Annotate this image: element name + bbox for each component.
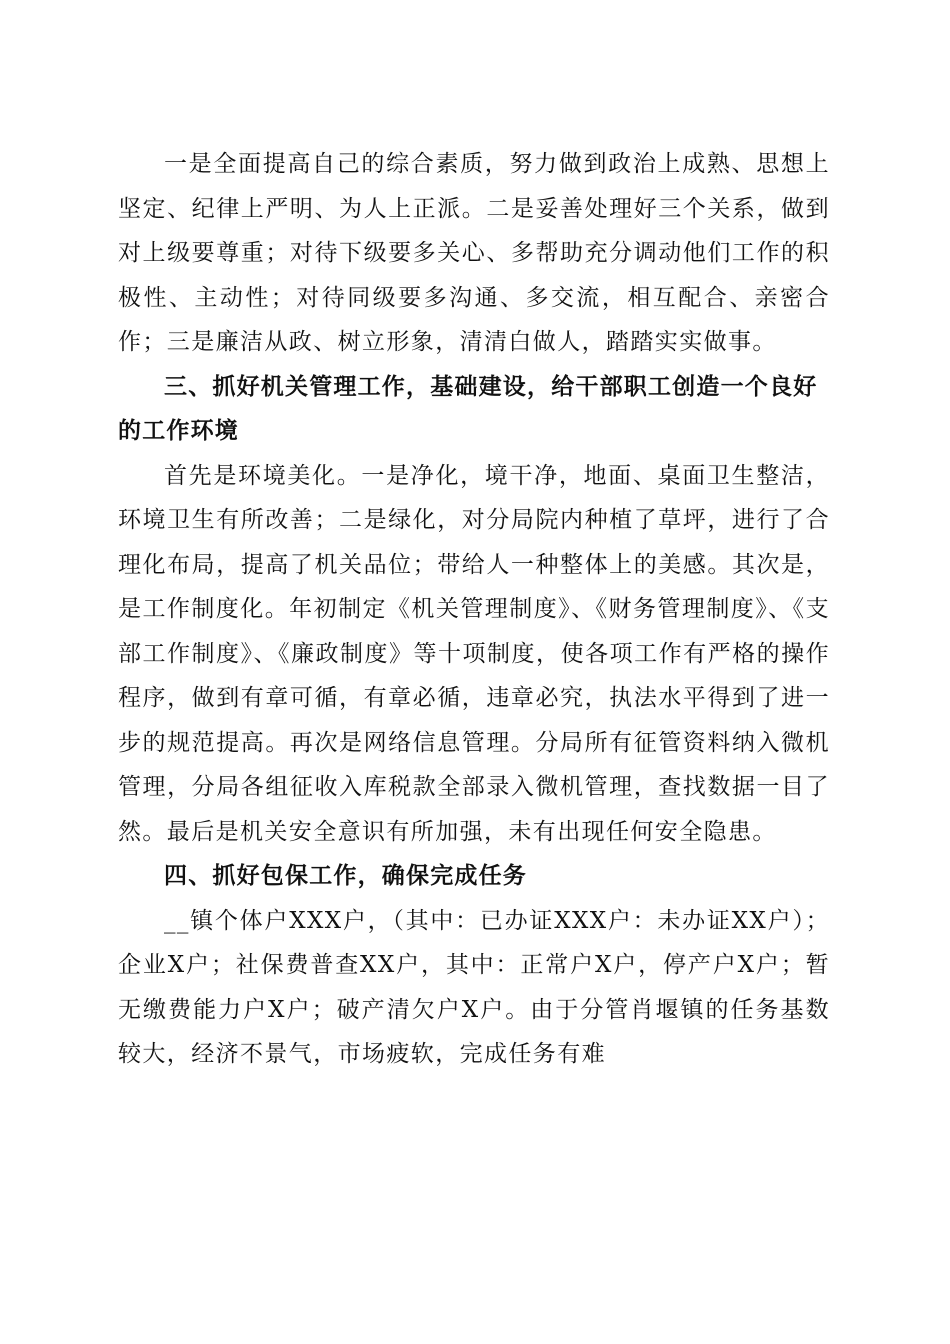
paragraph-guarantee-work: __镇个体户XXX户，（其中：已办证XXX户：未办证XX户）；企业X户；社保费普查XX户，其中：正常户X户，停产户X户；暂无缴费能力户X户；破产清欠户X户。由于分管肖堰镇的任务基数较大，经济不景气，市场疲软，完成任务有难 (118, 907, 830, 1067)
section-heading-4: 四、抓好包保工作，确保完成任务 (164, 863, 527, 889)
section-heading-3: 三、抓好机关管理工作，基础建设，给干部职工创造一个良好的工作环境 (118, 373, 818, 444)
paragraph-integrity: 一是全面提高自己的综合素质，努力做到政治上成熟、思想上坚定、纪律上严明、为人上正派。二是妥善处理好三个关系，做到对上级要尊重；对待下级要多关心、多帮助充分调动他们工作的积极性、主动性；对待同级要多沟通、多交流，相互配合、亲密合作；三是廉洁从政、树立形象，清清白做人，踏踏实实做事。 (118, 151, 830, 355)
document-page (118, 142, 830, 1077)
paragraph-office-management: 首先是环境美化。一是净化，境干净，地面、桌面卫生整洁，环境卫生有所改善；二是绿化，对分局院内种植了草坪，进行了合理化布局，提高了机关品位；带给人一种整体上的美感。其次是，是工作制度化。年初制定《机关管理制度》、《财务管理制度》、《支部工作制度》、《廉政制度》等十项制度，使各项工作有严格的操作程序，做到有章可循，有章必循，违章必究，执法水平得到了进一步的规范提高。再次是网络信息管理。分局所有征管资料纳入微机管理，分局各组征收入库税款全部录入微机管理，查找数据一目了然。最后是机关安全意识有所加强，未有出现任何安全隐患。 (118, 462, 830, 845)
